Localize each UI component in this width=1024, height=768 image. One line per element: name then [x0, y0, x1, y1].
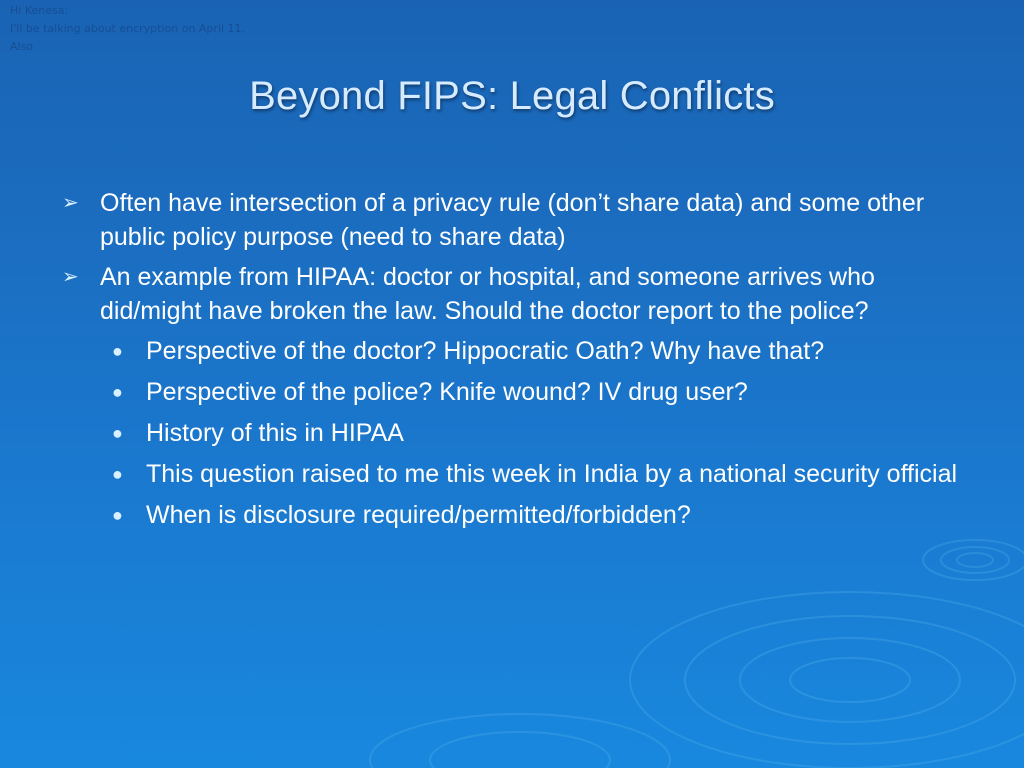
speaker-note	[10, 2, 310, 56]
subbullet-text: Perspective of the police? Knife wound? IV drug user?	[146, 378, 748, 406]
subbullet-text: This question raised to me this week in India by a national security official	[146, 460, 958, 488]
arrow-bullet-icon: ➢	[62, 192, 79, 214]
bullet-text: Often have intersection of a privacy rule (don’t share data) and some other public policy purpose (need to share data)	[100, 189, 925, 251]
bullet-item	[60, 260, 960, 328]
subbullet-text: History of this in HIPAA	[146, 419, 404, 447]
subbullet-text: Perspective of the doctor? Hippocratic Oath? Why have that?	[146, 337, 825, 365]
subbullet-item	[60, 457, 960, 491]
subbullet-item	[60, 334, 960, 368]
note-line: Also	[10, 40, 34, 53]
dot-bullet-icon: ●	[112, 464, 123, 484]
dot-bullet-icon: ●	[112, 423, 123, 443]
arrow-bullet-icon: ➢	[62, 266, 79, 288]
dot-bullet-icon: ●	[112, 341, 123, 361]
note-line: I'll be talking about encryption on April 11.	[10, 22, 246, 35]
subbullet-item	[60, 375, 960, 409]
bullet-text: An example from HIPAA: doctor or hospital, and someone arrives who did/might have broken the law. Should the doctor report to the police?	[100, 263, 875, 325]
subbullet-text: When is disclosure required/permitted/forbidden?	[146, 501, 691, 529]
note-line: Hi Kenesa:	[10, 4, 69, 17]
bullet-item	[60, 186, 960, 254]
dot-bullet-icon: ●	[112, 382, 123, 402]
dot-bullet-icon: ●	[112, 505, 123, 525]
slide-body	[60, 186, 960, 539]
subbullet-item	[60, 498, 960, 532]
slide-title: Beyond FIPS: Legal Conflicts	[249, 74, 775, 118]
subbullet-item	[60, 416, 960, 450]
